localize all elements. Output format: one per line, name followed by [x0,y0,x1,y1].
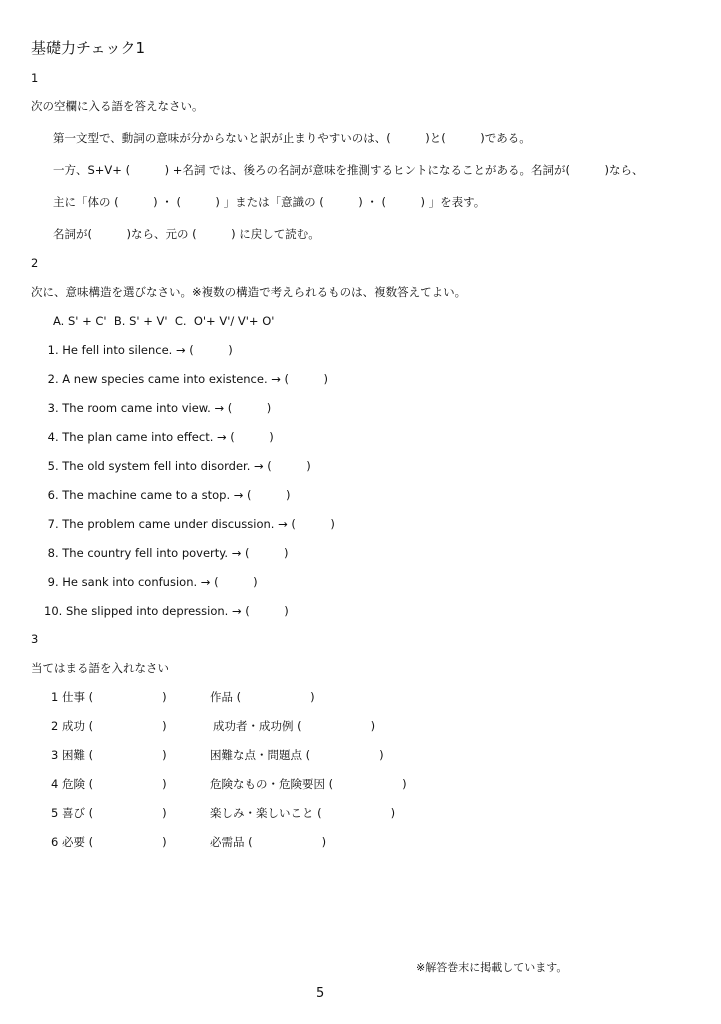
question-item: 3. The room came into view. → ( ) [44,401,272,415]
vocab-row-right: 必需品 ( ) [210,835,327,849]
section-1-line-1: 第一文型で、動詞の意味が分からないと訳が止まりやすいのは、( )と( )である。 [53,131,531,145]
vocab-row-left: 4 危険 ( ) [51,777,167,791]
vocab-row-right: 危険なもの・危険要因 ( ) [210,777,407,791]
question-item: 10. She slipped into depression. → ( ) [44,604,289,618]
question-item: 5. The old system fell into disorder. → ( ) [44,459,311,473]
answer-note: ※解答巻末に掲載しています。 [416,961,568,974]
vocab-row-left: 6 必要 ( ) [51,835,167,849]
page-number: 5 [316,986,325,1001]
section-3-instruction: 当てはまる語を入れなさい [31,661,169,675]
question-item: 4. The plan came into effect. → ( ) [44,430,274,444]
question-item: 6. The machine came to a stop. → ( ) [44,488,291,502]
vocab-row-right: 成功者・成功例 ( ) [213,719,376,733]
vocab-row-left: 1 仕事 ( ) [51,690,167,704]
vocab-row-right: 作品 ( ) [210,690,315,704]
section-1-line-3: 主に「体の ( ) ・ ( ) 」または「意識の ( ) ・ ( ) 」を表す。 [53,195,486,209]
question-item: 1. He fell into silence. → ( ) [44,343,233,357]
section-2-number: 2 [31,256,39,270]
section-1-number: 1 [31,71,39,85]
question-item: 7. The problem came under discussion. → ( ) [44,517,335,531]
vocab-row-left: 3 困難 ( ) [51,748,167,762]
question-item: 2. A new species came into existence. → ( ) [44,372,329,386]
section-1-instruction: 次の空欄に入る語を答えなさい。 [31,99,204,113]
section-1-line-2: 一方、S+V+ ( ) +名詞 では、後ろの名詞が意味を推測するヒントになることがある。名詞が( )なら、 [53,163,644,177]
choice-options: A. S' + C' B. S' + V' C. O'+ V'/ V'+ O' [53,314,275,328]
question-item: 8. The country fell into poverty. → ( ) [44,546,289,560]
section-1-line-4: 名詞が( )なら、元の ( ) に戻して読む。 [53,227,320,241]
page-title: 基礎力チェック1 [31,39,146,57]
vocab-row-right: 楽しみ・楽しいこと ( ) [210,806,396,820]
section-3-number: 3 [31,632,39,646]
section-2-instruction: 次に、意味構造を選びなさい。※複数の構造で考えられるものは、複数答えてよい。 [31,285,467,299]
vocab-row-left: 5 喜び ( ) [51,806,167,820]
question-item: 9. He sank into confusion. → ( ) [44,575,258,589]
vocab-row-left: 2 成功 ( ) [51,719,167,733]
vocab-row-right: 困難な点・問題点 ( ) [210,748,384,762]
